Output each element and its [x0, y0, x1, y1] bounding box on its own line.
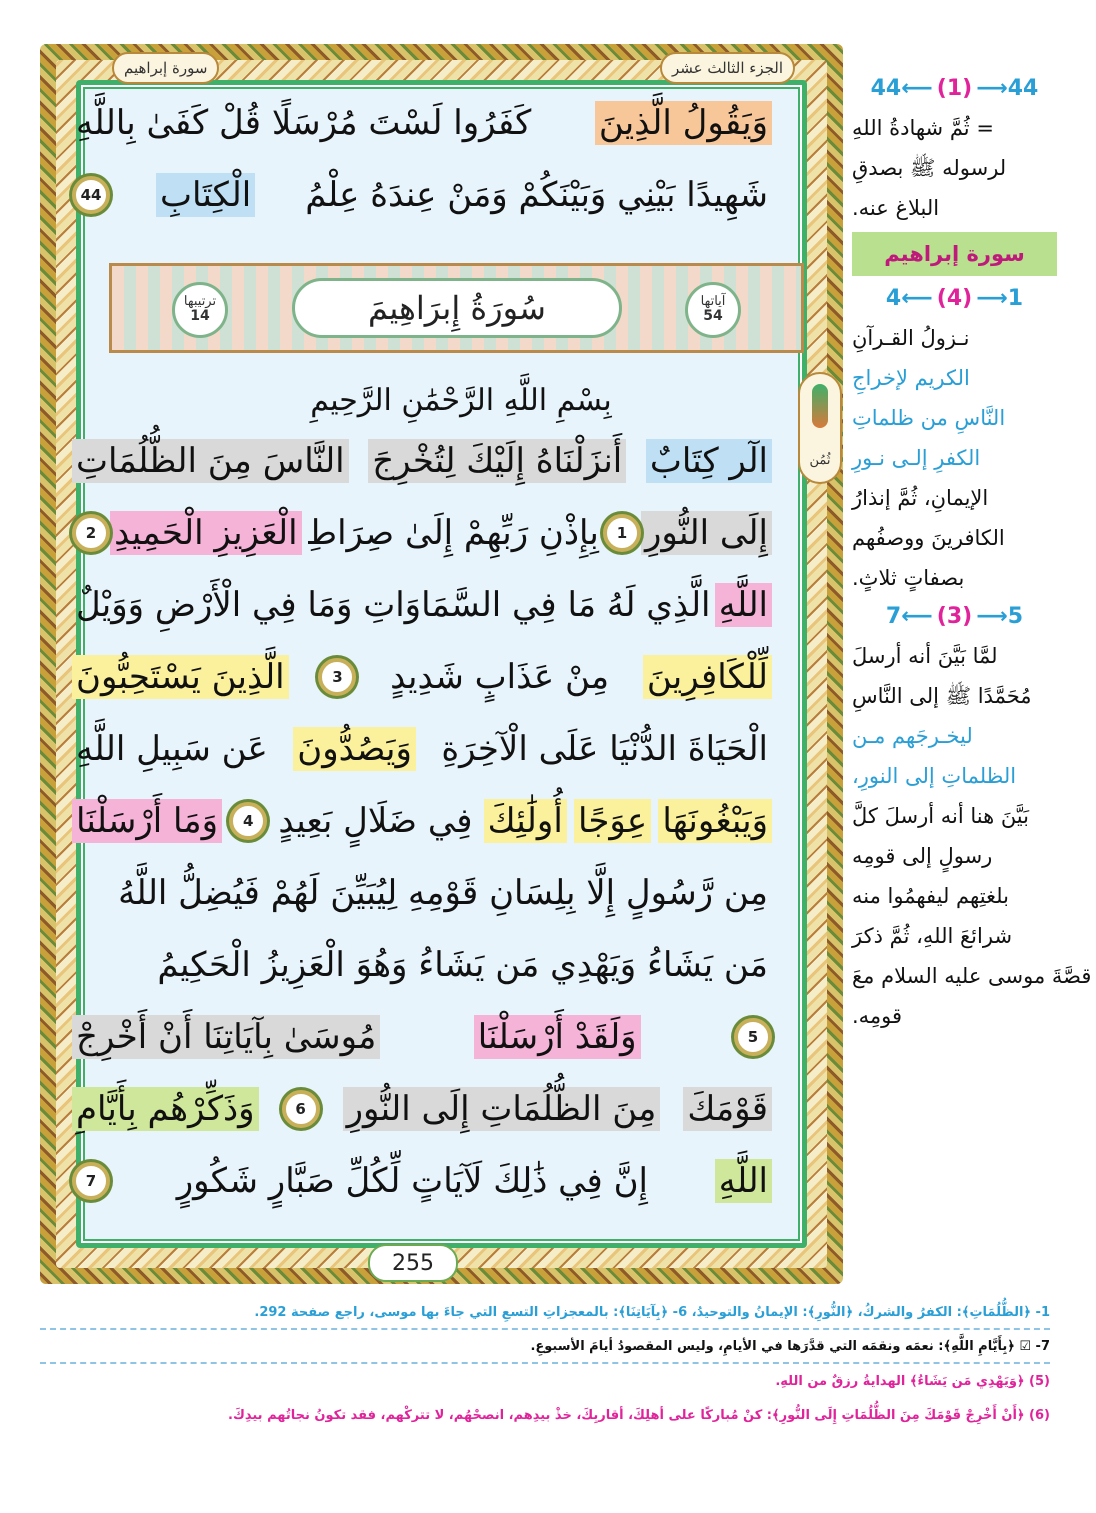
line-segment: وَيَصُدُّونَ	[293, 727, 416, 771]
line-segment: وَيَبْغُونَهَا	[658, 799, 772, 843]
order-label: ترتيبها	[183, 294, 217, 310]
verse-line-6	[72, 647, 772, 707]
sidebar-text: الظلماتِ إلى النورِ،	[852, 763, 1017, 788]
ref-right: 1	[1007, 286, 1024, 311]
footnote-vocab: 1- ﴿الظُّلُمَاتِ﴾: الكفرُ والشركُ، ﴿النُّورِ﴾: الإيمانُ والتوحيدُ، 6- ﴿بِآيَاتِنَا﴾: بالمعجزاتِ التسعِ التي جاءَ بها موسى، راجع صفحة 292.	[40, 1296, 1050, 1330]
ayah-marker: 2	[72, 514, 110, 552]
sidebar-text: الإيمانِ، ثُمَّ إنذارُ	[852, 485, 989, 510]
sidebar-text: البلاغ عنه.	[852, 195, 940, 220]
sidebar-text: رسولٍ إلى قومِه	[852, 843, 993, 868]
line-segment: عَن سَبِيلِ اللَّهِ	[76, 729, 268, 769]
verse-line-9	[72, 863, 772, 923]
line-segment: قَوْمَكَ	[683, 1087, 772, 1131]
verse-line-11	[72, 1007, 772, 1067]
ref-right: 44	[1007, 76, 1039, 101]
footnotes	[40, 1296, 1050, 1432]
sidebar-text: قصَّةَ موسى عليه السلام معَ	[852, 963, 1092, 988]
ayah-marker: 1	[603, 514, 641, 552]
surah-order-tag	[172, 282, 228, 338]
sidebar-text: بَيَّنَ هنا أنه أرسلَ كلَّ	[852, 803, 1029, 828]
page-number: 255	[368, 1244, 458, 1282]
page-frame	[40, 44, 843, 1284]
ref-right: 5	[1007, 604, 1024, 629]
sidebar-text: شرائعَ اللهِ، ثُمَّ ذكرَ	[852, 923, 1013, 948]
line-segment: مُوسَىٰ بِآيَاتِنَا أَنْ أَخْرِجْ	[72, 1015, 380, 1059]
ref-mid: (4)	[936, 286, 973, 311]
line-segment: أَنزَلْنَاهُ إِلَيْكَ لِتُخْرِجَ	[368, 439, 626, 483]
line-segment: الْعَزِيزِ الْحَمِيدِ	[110, 511, 302, 555]
page-content	[76, 80, 807, 1248]
footnote-meaning: 7- ☑ ﴿بِأَيَّامِ اللَّهِ﴾: نعمَه ونقمَه التي قدَّرَها في الأيامِ، وليس المقصودُ أيامَ الأسبوعِ.	[40, 1330, 1050, 1364]
line-segment: النَّاسَ مِنَ الظُّلُمَاتِ	[72, 439, 349, 483]
arrow-left-icon: ⟵	[901, 286, 933, 311]
arrow-left-icon: ⟵	[901, 76, 933, 101]
ref-left: 4	[885, 286, 902, 311]
verse-line-8	[72, 791, 772, 851]
surah-name: سُورَةُ إِبرَاهِيمَ	[292, 278, 622, 338]
sidebar-text: لمَّا بَيَّنَ أنه أرسلَ	[852, 643, 998, 668]
sidebar-text: الكافرينَ ووصفُهم	[852, 525, 1005, 550]
sidebar-text: قومِه.	[852, 1003, 903, 1028]
verse-range-ref	[852, 598, 1057, 636]
line-segment: مِنَ الظُّلُمَاتِ إِلَى النُّورِ	[343, 1087, 661, 1131]
verse-range-ref	[852, 280, 1057, 318]
verse-line-2	[72, 165, 772, 225]
sidebar-text: بلغتِهم ليفهمُوا منه	[852, 883, 1009, 908]
order-value: 14	[190, 308, 210, 325]
footnote-lesson: (6) ﴿أَنْ أَخْرِجْ قَوْمَكَ مِنَ الظُّلُمَاتِ إِلَى النُّورِ﴾: كنْ مُباركًا على أهلِكَ، أقاربِكَ، خذْ بيدِهم، انصحْهُم، لا تتركْهم، فقد تكونُ نجاتُهم بيدِكَ.	[228, 1407, 1050, 1423]
line-segment: كَفَرُوا لَسْتَ مُرْسَلًا قُلْ كَفَىٰ بِاللَّهِ	[76, 103, 532, 143]
line-segment: الٓر كِتَابٌ	[646, 439, 772, 483]
verse-line-12	[72, 1079, 772, 1139]
ayah-marker: 5	[734, 1018, 772, 1056]
verses-value: 54	[703, 308, 723, 325]
sidebar-text: الكريم لإخراجِ	[852, 365, 970, 390]
line-segment: الَّذِينَ يَسْتَحِبُّونَ	[72, 655, 289, 699]
ref-left: 7	[885, 604, 902, 629]
line-segment: إِلَى النُّورِ	[641, 511, 772, 555]
sidebar-text: بصفاتٍ ثلاثٍ.	[852, 565, 965, 590]
line-segment: مِنْ عَذَابٍ شَدِيدٍ	[390, 657, 610, 697]
surah-header-label: سورة إبراهيم	[112, 52, 219, 84]
line-segment: اللَّهِ	[715, 1159, 772, 1203]
verses-label: آياتها	[700, 294, 726, 310]
sidebar-text: مُحَمَّدًا ﷺ إلى النَّاسِ	[852, 683, 1032, 708]
juz-label: الجزء الثالث عشر	[660, 52, 795, 84]
sidebar-text: النَّاسِ من ظلماتِ	[852, 405, 1006, 430]
line-segment: الْحَيَاةَ الدُّنْيَا عَلَى الْآخِرَةِ	[441, 729, 768, 769]
ayah-marker: 3	[318, 658, 356, 696]
line-segment: اللَّهِ	[715, 583, 772, 627]
line-segment: وَلَقَدْ أَرْسَلْنَا	[474, 1015, 641, 1059]
line-segment: مَن يَشَاءُ وَيَهْدِي مَن يَشَاءُ وَهُوَ الْعَزِيزُ الْحَكِيمُ	[157, 945, 768, 985]
line-segment: وَمَا أَرْسَلْنَا	[72, 799, 222, 843]
line-segment: أُولَٰئِكَ	[484, 799, 567, 843]
ayah-marker: 4	[229, 802, 267, 840]
thumn-marker	[798, 372, 842, 484]
thumn-label: ثُمُن	[809, 453, 831, 468]
verse-range-ref	[852, 70, 1057, 108]
ayah-marker: 44	[72, 176, 110, 214]
ref-mid: (1)	[936, 76, 973, 101]
verse-line-10	[72, 935, 772, 995]
verse-line-13	[72, 1151, 772, 1211]
ayah-marker: 6	[282, 1090, 320, 1128]
sidebar-text: لرسوله ﷺ بصدقِ	[852, 155, 1007, 180]
arrow-right-icon: ⟶	[976, 76, 1008, 101]
line-segment: الْكِتَابِ	[156, 173, 255, 217]
verses-count-tag	[685, 282, 741, 338]
arrow-right-icon: ⟶	[976, 604, 1008, 629]
ayah-marker: 7	[72, 1162, 110, 1200]
verse-line-5	[72, 575, 772, 635]
sidebar-surah-title: سورة إبراهيم	[852, 232, 1057, 276]
line-segment: الَّذِي لَهُ مَا فِي السَّمَاوَاتِ وَمَا فِي الْأَرْضِ وَوَيْلٌ	[76, 585, 711, 625]
line-segment: عِوَجًا	[574, 799, 651, 843]
line-segment: شَهِيدًا بَيْنِي وَبَيْنَكُمْ وَمَنْ عِندَهُ عِلْمُ	[305, 175, 768, 215]
line-segment: إِنَّ فِي ذَٰلِكَ لَآيَاتٍ لِّكُلِّ صَبَّارٍ شَكُورٍ	[176, 1161, 648, 1201]
line-segment: وَيَقُولُ الَّذِينَ	[595, 101, 772, 145]
frame-border	[56, 60, 827, 1268]
sidebar-text: = ثُمَّ شهادةُ اللهِ	[852, 115, 994, 140]
tafsir-sidebar	[852, 70, 1092, 1036]
verse-line-1	[72, 93, 772, 153]
verse-line-7	[72, 719, 772, 779]
sidebar-text: الكفرِ إلـى نـورِ	[852, 445, 981, 470]
basmala: بِسْمِ اللَّهِ الرَّحْمَٰنِ الرَّحِيمِ	[310, 382, 612, 418]
sidebar-text: نـزولُ القـرآنِ	[852, 325, 970, 350]
arrow-right-icon: ⟶	[976, 286, 1008, 311]
line-segment: مِن رَّسُولٍ إِلَّا بِلِسَانِ قَوْمِهِ لِيُبَيِّنَ لَهُمْ فَيُضِلُّ اللَّهُ	[118, 873, 768, 913]
arrow-left-icon: ⟵	[901, 604, 933, 629]
surah-banner	[109, 263, 804, 353]
line-segment: لِّلْكَافِرِينَ	[643, 655, 772, 699]
line-segment: بِإِذْنِ رَبِّهِمْ إِلَىٰ صِرَاطِ	[305, 513, 599, 553]
ornament-icon	[812, 384, 828, 428]
footnote-lesson: (5) ﴿وَيَهْدِي مَن يَشَاءُ﴾ الهدايةُ رزقٌ من اللهِ.	[775, 1373, 1050, 1389]
sidebar-text: ليخـرجَهم مـن	[852, 723, 973, 748]
verse-line-4	[72, 503, 772, 563]
line-segment: وَذَكِّرْهُم بِأَيَّامِ	[72, 1087, 259, 1131]
ref-left: 44	[870, 76, 902, 101]
line-segment: فِي ضَلَالٍ بَعِيدٍ	[278, 801, 473, 841]
verse-line-3	[72, 431, 772, 491]
ref-mid: (3)	[936, 604, 973, 629]
